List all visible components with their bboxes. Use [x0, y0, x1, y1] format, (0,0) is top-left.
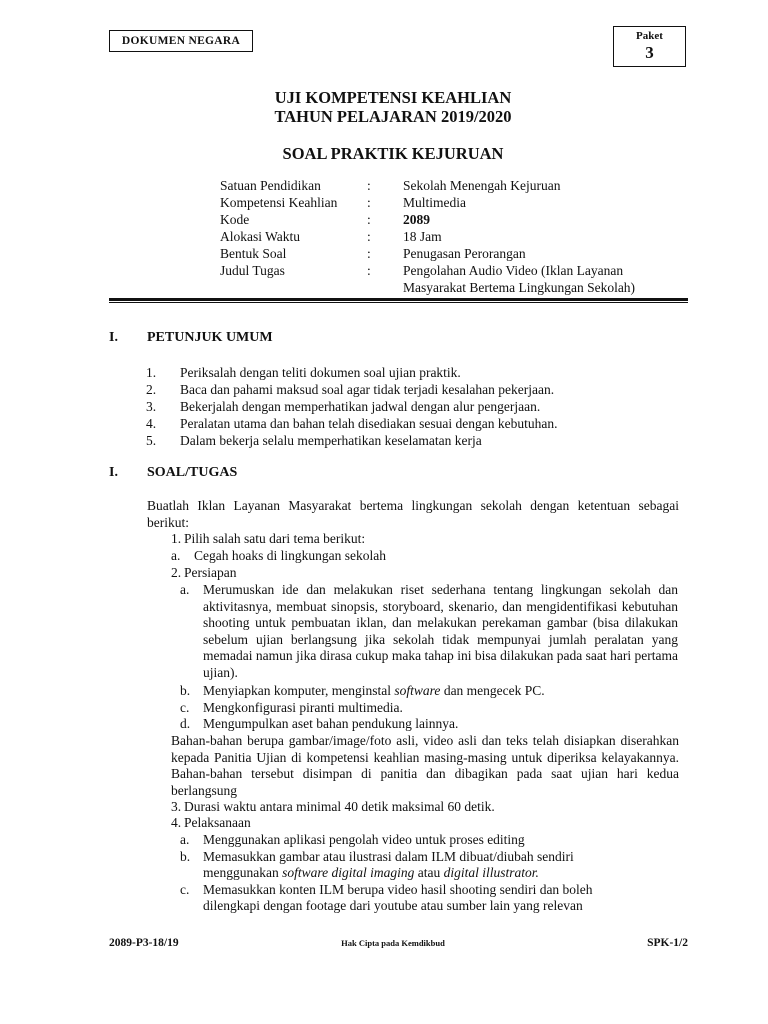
footer-code: 2089-P3-18/19	[109, 937, 179, 949]
section-number: I.	[109, 465, 118, 480]
paket-box	[613, 26, 686, 67]
point-letter: b.	[180, 683, 191, 698]
info-separator: :	[367, 229, 371, 244]
list-item-text: Baca dan pahami maksud soal agar tidak terjadi kesalahan pekerjaan.	[180, 382, 555, 397]
info-value: 18 Jam	[403, 229, 442, 244]
general-instructions-list	[146, 365, 691, 450]
footer-page: SPK-1/2	[647, 937, 688, 949]
info-label: Bentuk Soal	[220, 246, 287, 261]
list-item: 4.	[146, 416, 157, 431]
list-item: 1.	[146, 365, 157, 380]
section-heading	[109, 330, 609, 350]
task-materials-note: Bahan-bahan berupa gambar/image/foto asli, video asli dan teks telah disiapkan diserahkan kepada Panitia Ujian di kompetensi keahlian masing-masing untuk diperiksa kelayakannya. Bahan-bahan tersebut disimpan di panitia dan dibagikan pada saat ujian hari kedua berlangsung	[171, 733, 679, 798]
point-text: Menggunakan aplikasi pengolah video untuk proses editing	[203, 832, 525, 847]
document-label: DOKUMEN NEGARA	[121, 35, 241, 47]
point-text: Mengumpulkan aset bahan pendukung lainnya.	[203, 716, 459, 731]
info-value: Masyarakat Bertema Lingkungan Sekolah)	[403, 280, 636, 295]
point-number: 3.	[171, 799, 182, 814]
section-number: I.	[109, 330, 118, 345]
point-text: Pilih salah satu dari tema berikut:	[184, 531, 366, 546]
list-item-text: Bekerjalah dengan memperhatikan jadwal dengan alur pengerjaan.	[180, 399, 541, 414]
point-text-continuation: menggunakan software digital imaging atau digital illustrator.	[203, 865, 539, 880]
list-item-text: Peralatan utama dan bahan telah disediakan sesuai dengan kebutuhan.	[180, 416, 558, 431]
info-separator: :	[367, 195, 371, 210]
paket-label: Paket	[636, 30, 663, 42]
info-value: Pengolahan Audio Video (Iklan Layanan	[403, 263, 624, 278]
list-item: 3.	[146, 399, 157, 414]
point-letter: a.	[171, 548, 181, 563]
point-text-continuation: dilengkapi dengan footage dari youtube atau sumber lain yang relevan	[203, 898, 583, 913]
task-point-4	[171, 815, 681, 831]
info-label: Judul Tugas	[220, 263, 285, 278]
task-point-4b	[180, 849, 680, 882]
task-point-4a	[180, 832, 680, 848]
point-number: 2.	[171, 565, 182, 580]
info-separator: :	[367, 246, 371, 261]
divider-thick	[109, 298, 688, 301]
task-point-2a	[180, 582, 680, 681]
info-value: Sekolah Menengah Kejuruan	[403, 178, 561, 193]
info-label: Kompetensi Keahlian	[220, 195, 338, 210]
point-text: Pelaksanaan	[184, 815, 251, 830]
info-value: Multimedia	[403, 195, 466, 210]
point-letter: b.	[180, 849, 191, 864]
point-number: 4.	[171, 815, 182, 830]
task-point-2d	[180, 716, 680, 732]
point-text: Persiapan	[184, 565, 237, 580]
task-point-3	[171, 799, 681, 815]
exam-subtitle: SOAL PRAKTIK KEJURUAN	[282, 144, 504, 163]
point-text: Menyiapkan komputer, menginstal software dan mengecek PC.	[203, 683, 545, 698]
info-label: Satuan Pendidikan	[220, 178, 321, 193]
info-label: Alokasi Waktu	[220, 229, 301, 244]
footer-copyright: Hak Cipta pada Kemdikbud	[341, 938, 445, 948]
divider-thin	[109, 302, 688, 303]
task-point-2	[171, 565, 681, 581]
point-number: 1.	[171, 531, 182, 546]
paket-number: 3	[645, 43, 654, 62]
info-separator: :	[367, 178, 371, 193]
task-point-2b	[180, 683, 680, 699]
point-text: Memasukkan konten ILM berupa video hasil shooting sendiri dan boleh	[203, 882, 593, 897]
task-point-4c	[180, 882, 680, 915]
info-label: Kode	[220, 212, 250, 227]
list-item-text: Dalam bekerja selalu memperhatikan keselamatan kerja	[180, 433, 482, 448]
point-letter: c.	[180, 700, 190, 715]
exam-info-table	[220, 178, 690, 298]
point-letter: a.	[180, 832, 190, 847]
list-item-text: Periksalah dengan teliti dokumen soal ujian praktik.	[180, 365, 461, 380]
point-letter: c.	[180, 882, 190, 897]
list-item: 5.	[146, 433, 157, 448]
point-text: Merumuskan ide dan melakukan riset sederhana tentang lingkungan sekolah dan aktivitasnya, membuat sinopsis, storyboard, skenario, dan mengidentifikasi kebutuhan shooting untuk pembuatan iklan, dan melakukan perekaman gambar (bisa dilakukan sebelum ujian berlangsung jika sekolah tidak mempunyai jumlah peralatan yang memadai namun jika dirasa cukup maka tahap ini bisa dilakukan pada saat hari pertama ujian).	[203, 582, 678, 680]
point-letter: a.	[180, 582, 190, 597]
exam-title: UJI KOMPETENSI KEAHLIAN	[274, 88, 512, 107]
exam-year: TAHUN PELAJARAN 2019/2020	[274, 107, 512, 126]
point-text: Cegah hoaks di lingkungan sekolah	[194, 548, 386, 563]
section-heading	[109, 465, 609, 485]
point-text: Memasukkan gambar atau ilustrasi dalam ILM dibuat/diubah sendiri	[203, 849, 574, 864]
point-letter: d.	[180, 716, 191, 731]
task-point-1	[171, 531, 681, 547]
info-separator: :	[367, 212, 371, 227]
task-intro: Buatlah Iklan Layanan Masyarakat bertema lingkungan sekolah dengan ketentuan sebagai berikut:	[147, 498, 679, 530]
section-title: PETUNJUK UMUM	[147, 330, 273, 345]
point-text: Durasi waktu antara minimal 40 detik maksimal 60 detik.	[184, 799, 495, 814]
info-value-code: 2089	[403, 212, 430, 227]
task-point-2c	[180, 700, 680, 716]
task-point-1a	[171, 548, 681, 564]
info-separator: :	[367, 263, 371, 278]
point-text: Mengkonfigurasi piranti multimedia.	[203, 700, 403, 715]
document-label-box	[109, 30, 253, 52]
list-item: 2.	[146, 382, 157, 397]
section-title: SOAL/TUGAS	[147, 465, 238, 480]
info-value: Penugasan Perorangan	[403, 246, 526, 261]
